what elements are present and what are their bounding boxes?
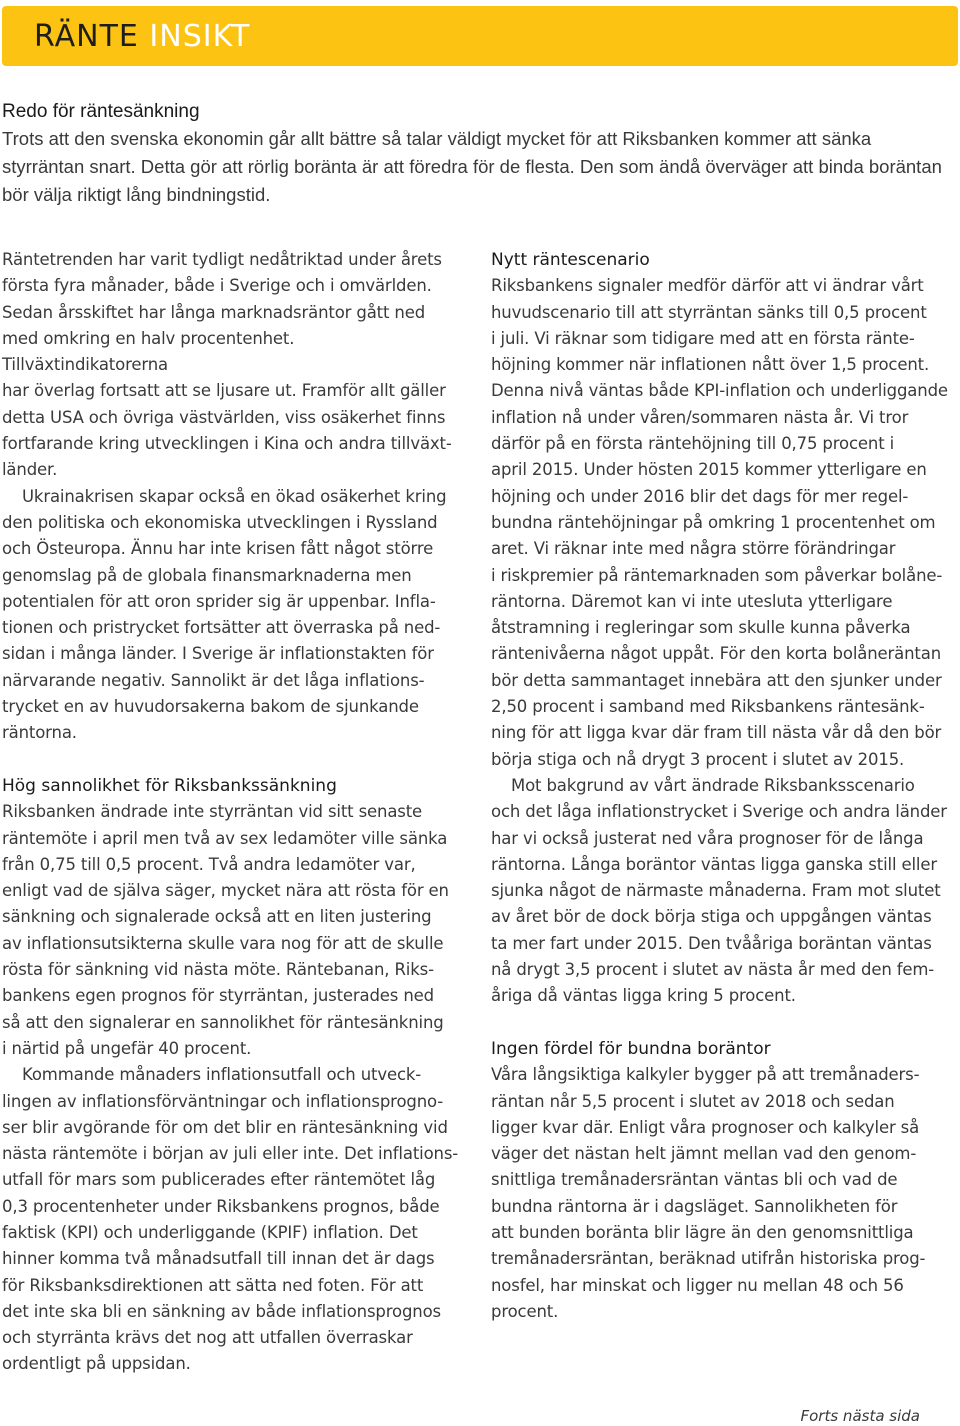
banner-title-part2: INSIKT (149, 19, 251, 54)
left-paragraph-3: Riksbanken ändrade inte styrräntan vid sitt senaste räntemöte i april men två av sex ledamöter ville sänka från 0,75 till 0,5 procent. Två andra ledamöter var, enligt vad de själva säger, mycket nära att rösta för en sänkning och signalerade också att en liten justering av inflationsutsikterna skulle vara nog för att de skulle rösta för sänkning vid nästa möte. Räntebanan, Riks- bankens egen prognos för styrräntan, justerades ned så att den signalerar en sannolikhet för räntesänkning i närtid på ungefär 40 procent. (2, 802, 449, 1058)
right-paragraph-1: Riksbankens signaler medför därför att vi ändrar vårt huvudscenario till att styrräntan sänks till 0,5 procent i juli. Vi räknar som tidigare med att en första ränte- höjning kommer när inflationen nått över 1,5 procent. Denna nivå väntas både KPI-inflation och underliggande inflation nå under våren/sommaren nästa år. Vi tror därför på en första räntehöjning till 0,75 procent i april 2015. Under hösten 2015 kommer ytterligare en höjning och under 2016 blir det dags för mer regel- bundna räntehöjningar på omkring 1 procentenhet om aret. Vi räknar inte med några större förändringar i riskpremier på räntemarknaden som påverkar bolåne- räntorna. Däremot kan vi inte utesluta ytterligare åtstramning i regleringar som skulle kunna påverka räntenivåerna något uppåt. För den korta bolåneräntan bör detta sammantaget innebära att den sjunker under 2,50 procent i samband med Riksbankens räntesänk- ning för att ligga kvar där fram till nästa vår då den bör börja stiga och nå drygt 3 procent i slutet av 2015. (491, 276, 948, 769)
right-heading-2: Ingen fördel för bundna boräntor (491, 1038, 771, 1059)
right-paragraph-3: Våra långsiktiga kalkyler bygger på att tremånaders- räntan når 5,5 procent i slutet av 2018 och sedan ligger kvar där. Enligt våra prognoser och kalkyler så väger det nästan helt jämnt mellan vad den genom- snittliga tremånadersräntan väntas bli och vad de bundna räntorna är i dagsläget. Sannolikheten för att bunden boränta blir lägre än den genomsnittliga tremånadersräntan, beräknad utifrån historiska prog- nosfel, har minskat och ligger nu mellan 48 och 56 procent. (491, 1065, 926, 1321)
left-heading-2: Hög sannolikhet för Riksbankssänkning (2, 775, 337, 796)
left-paragraph-4: Kommande månaders inflationsutfall och utveck- lingen av inflationsförväntningar och inflationsprogno- ser blir avgörande för om det blir en räntesänkning vid nästa räntemöte i början av juli eller inte. Det inflations- utfall för mars som publicerades efter räntemötet låg 0,3 procentenheter under Riksbankens prognos, både faktisk (KPI) och underliggande (KPIF) inflation. Det hinner komma två månadsutfall till innan det är dags för Riksbanksdirektionen att sätta ned foten. För att det inte ska bli en sänkning av både inflationsprognos och styrränta krävs det nog att utfallen överraskar ordentligt på uppsidan. (2, 1065, 459, 1374)
left-column (2, 247, 464, 1378)
header-banner (2, 6, 958, 66)
right-heading-1: Nytt räntescenario (491, 250, 650, 270)
banner-title (34, 20, 250, 54)
intro-heading: Redo för räntesänkning (2, 101, 200, 122)
left-paragraph-1: Räntetrenden har varit tydligt nedåtriktad under årets första fyra månader, både i Sverige och i omvärlden. Sedan årsskiftet har långa marknadsräntor gått ned med omkring en halv procentenhet. Tillväxtindikatorerna har överlag fortsatt att se ljusare ut. Framför allt gäller detta USA och övriga västvärlden, viss osäkerhet finns fortfarande kring utvecklingen i Kina och andra tillväxt- länder. (2, 250, 452, 480)
intro-text: Trots att den svenska ekonomin går allt bättre så talar väldigt mycket för att Riksbanken kommer att sänka styrräntan snart. Detta gör att rörlig boränta är att föredra för de flesta. Den som ändå överväger att binda boräntan bör välja riktigt lång bindningstid. (2, 128, 942, 205)
right-column (491, 247, 953, 1325)
continued-next-page: Forts nästa sida (800, 1407, 920, 1425)
banner-title-part1: RÄNTE (34, 19, 139, 54)
intro-section (2, 98, 952, 209)
right-paragraph-2: Mot bakgrund av vårt ändrade Riksbanksscenario och det låga inflationstrycket i Sverige och andra länder har vi också justerat ned våra prognoser för de långa räntorna. Långa boräntor väntas ligga ganska still eller sjunka något de närmaste månaderna. Fram mot slutet av året bör de dock börja stiga och uppgången väntas ta mer fart under 2015. Den tvååriga boräntan väntas nå drygt 3,5 procent i slutet av nästa år med den fem- åriga då väntas ligga kring 5 procent. (491, 775, 947, 1006)
left-paragraph-2: Ukrainakrisen skapar också en ökad osäkerhet kring den politiska och ekonomiska utvecklingen i Ryssland och Östeuropa. Ännu har inte krisen fått något större genomslag på de globala finansmarknaderna men potentialen för att oron sprider sig är uppenbar. Infla- tionen och pristrycket fortsätter att överraska på ned- sidan i många länder. I Sverige är inflationstakten för närvarande negativ. Sannolikt är det låga inflations- trycket en av huvudorsakerna bakom de sjunkande räntorna. (2, 486, 447, 743)
